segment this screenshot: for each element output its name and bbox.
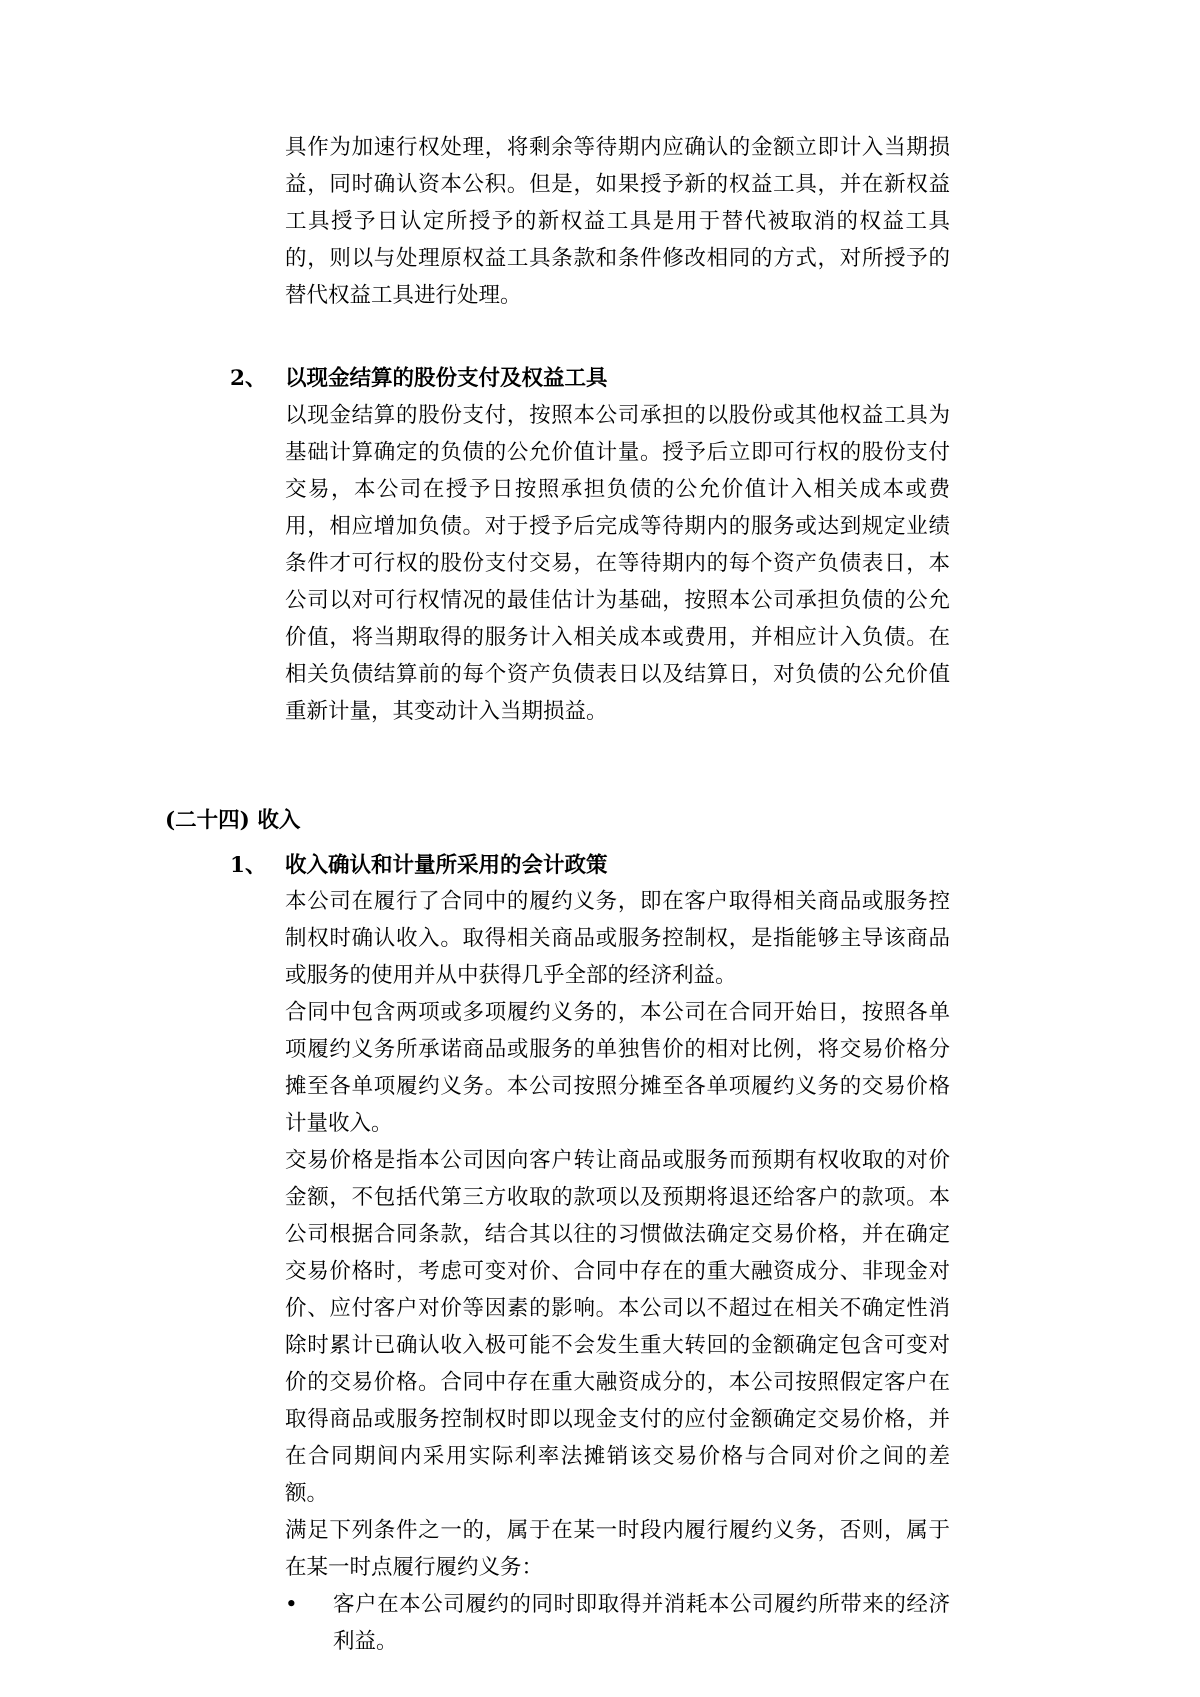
heading-revenue-policy: [230, 848, 950, 885]
bullet-icon: •: [285, 1591, 298, 1617]
heading-cash-settled: [230, 361, 950, 398]
heading-revenue-policy-number: 1、: [230, 852, 267, 878]
heading-cash-settled-title: 以现金结算的股份支付及权益工具: [285, 365, 608, 391]
spacer: [165, 731, 950, 777]
list-item-text: 客户在本公司履约的同时即取得并消耗本公司履约所带来的经济利益。: [333, 1591, 950, 1654]
intro-paragraph: 具作为加速行权处理，将剩余等待期内应确认的金额立即计入当期损益，同时确认资本公积。但是，如果授予新的权益工具，并在新权益工具授予日认定所授予的新权益工具是用于替代被取消的权益工具的，则以与处理原权益工具条款和条件修改相同的方式，对所授予的替代权益工具进行处理。: [285, 135, 950, 308]
heading-cash-settled-number: 2、: [230, 365, 267, 391]
cash-settled-body: 以现金结算的股份支付，按照本公司承担的以股份或其他权益工具为基础计算确定的负债的公允价值计量。授予后立即可行权的股份支付交易，本公司在授予日按照承担负债的公允价值计入相关成本或费用，相应增加负债。对于授予后完成等待期内的服务或达到规定业绩条件才可行权的股份支付交易，在等待期内的每个资产负债表日，本公司以对可行权情况的最佳估计为基础，按照本公司承担负债的公允价值，将当期取得的服务计入相关成本或费用，并相应计入负债。在相关负债结算前的每个资产负债表日以及结算日，对负债的公允价值重新计量，其变动计入当期损益。: [285, 402, 950, 724]
revenue-paragraph-4: 满足下列条件之一的，属于在某一时段内履行履约义务，否则，属于在某一时点履行履约义务：: [285, 1517, 950, 1580]
spacer: [165, 840, 950, 848]
revenue-paragraph-3: 交易价格是指本公司因向客户转让商品或服务而预期有权收取的对价金额，不包括代第三方收取的款项以及预期将退还给客户的款项。本公司根据合同条款，结合其以往的习惯做法确定交易价格，并在确定交易价格时，考虑可变对价、合同中存在的重大融资成分、非现金对价、应付客户对价等因素的影响。本公司以不超过在相关不确定性消除时累计已确认收入极可能不会发生重大转回的金额确定包含可变对价的交易价格。合同中存在重大融资成分的，本公司按照假定客户在取得商品或服务控制权时即以现金支付的应付金额确定交易价格，并在合同期间内采用实际利率法摊销该交易价格与合同对价之间的差额。: [285, 1148, 950, 1506]
spacer: [165, 315, 950, 361]
list-item: [285, 1587, 950, 1661]
revenue-paragraph-2: 合同中包含两项或多项履约义务的，本公司在合同开始日，按照各单项履约义务所承诺商品或服务的单独售价的相对比例，将交易价格分摊至各单项履约义务。本公司按照分摊至各单项履约义务的交易价格计量收入。: [285, 1000, 950, 1137]
heading-revenue-policy-title: 收入确认和计量所采用的会计政策: [285, 852, 608, 878]
revenue-paragraph-1: 本公司在履行了合同中的履约义务，即在客户取得相关商品或服务控制权时确认收入。取得相关商品或服务控制权，是指能够主导该商品或服务的使用并从中获得几乎全部的经济利益。: [285, 889, 950, 989]
spacer: [165, 777, 950, 803]
heading-revenue: (二十四) 收入: [165, 807, 301, 833]
